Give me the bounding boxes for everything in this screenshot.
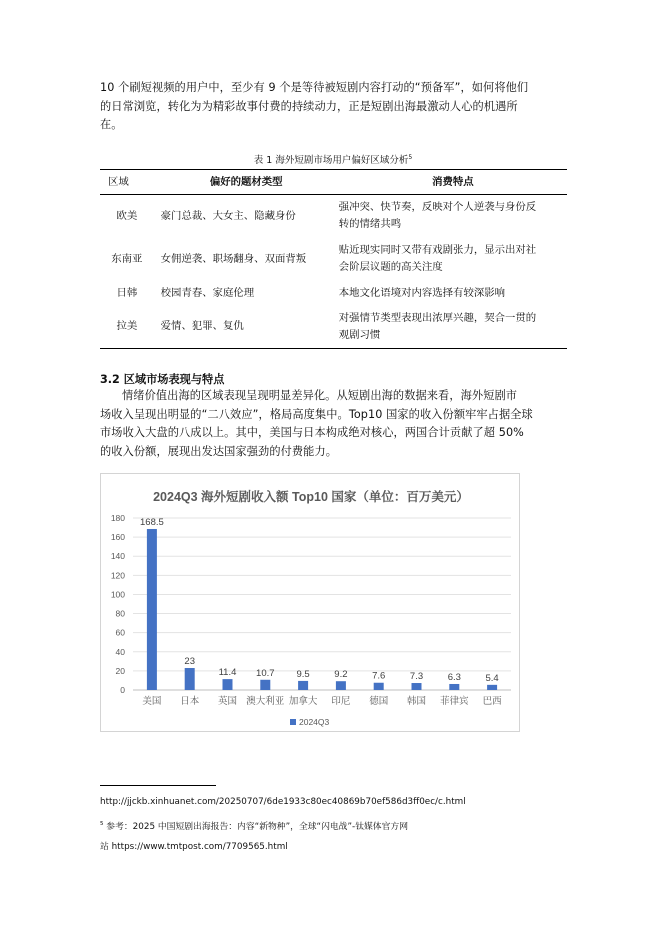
x-tick-label: 加拿大 — [288, 696, 318, 707]
bar-value-label: 7.3 — [409, 671, 424, 683]
x-tick-label: 澳大利亚 — [246, 696, 285, 707]
section-paragraph — [100, 387, 566, 461]
y-tick-label: 80 — [115, 608, 125, 619]
section-line: 市场收入大盘的八成以上。其中，美国与日本构成绝对核心，两国合计贡献了超 50% — [100, 426, 524, 439]
chart-title: 2024Q3 海外短剧收入额 Top10 国家（单位：百万美元） — [153, 490, 469, 504]
bar — [260, 680, 270, 690]
bar-value-label: 10.7 — [256, 667, 275, 679]
cell-feature-line: 转的情绪共鸣 — [338, 218, 402, 231]
y-tick-label: 0 — [120, 685, 125, 695]
cell-theme: 爱情、犯罪、复仇 — [160, 320, 244, 333]
footnote-url: http://jjckb.xinhuanet.com/20250707/6de1933c80ec40869b70ef586d3ff0ec/c.html — [100, 797, 466, 807]
table-caption — [100, 152, 566, 166]
bar — [487, 685, 497, 690]
y-tick-label: 20 — [115, 665, 125, 676]
y-tick-label: 160 — [110, 532, 125, 543]
y-tick-label: 100 — [110, 589, 125, 600]
bar — [298, 681, 308, 690]
intro-line: 的日常浏览，转化为为精彩故事付费的持续动力，正是短剧出海最激动人心的机遇所 — [100, 99, 518, 113]
table-caption-ref: 5 — [408, 153, 413, 161]
table-header-row — [100, 170, 567, 195]
footnote-continuation: 站 https://www.tmtpost.com/7709565.html — [100, 842, 288, 852]
x-tick-label: 英国 — [217, 696, 238, 707]
intro-line: 10 个刷短视频的用户中，至少有 9 个是等待被短剧内容打动的“预备军”，如何将他们 — [100, 81, 529, 94]
footnote-reference — [100, 818, 408, 834]
footnote-ref-number: 5 — [100, 821, 104, 827]
x-tick-label: 德国 — [369, 696, 389, 707]
x-tick-label: 日本 — [180, 696, 200, 707]
section-line: 情绪价值出海的区域表现呈现明显差异化。从短剧出海的数据来看，海外短剧市 — [122, 389, 518, 402]
cell-theme: 豪门总裁、大女主、隐藏身份 — [160, 209, 296, 222]
bar-value-label: 168.5 — [140, 516, 164, 528]
table-caption-text: 表 1 海外短剧市场用户偏好区域分析 — [253, 155, 409, 166]
y-tick-label: 40 — [115, 646, 125, 657]
footnote-separator — [100, 785, 216, 786]
bar — [374, 683, 384, 690]
cell-feature-line: 强冲突、快节奏，反映对个人逆袭与身份反 — [338, 201, 537, 214]
section-line: 场收入呈现出明显的“二八效应”，格局高度集中。Top10 国家的收入份额牢牢占据全球 — [100, 407, 533, 421]
bar-value-label: 6.3 — [447, 671, 461, 683]
section-heading: 3.2 区域市场表现与特点 — [100, 373, 225, 386]
intro-line: 在。 — [100, 118, 123, 131]
x-tick-label: 美国 — [142, 696, 162, 707]
cell-theme: 女佣逆袭、职场翻身、双面背叛 — [160, 252, 307, 265]
x-tick-label: 印尼 — [331, 696, 351, 707]
x-tick-label: 菲律宾 — [440, 696, 469, 707]
bar — [449, 684, 459, 690]
cell-region: 东南亚 — [111, 252, 143, 265]
header-region: 区域 — [108, 175, 129, 188]
cell-feature-line: 贴近现实同时又带有戏剧张力，显示出对社 — [338, 244, 537, 256]
bar — [336, 681, 346, 690]
table-row — [100, 195, 567, 238]
footnote-ref-text: 参考：2025 中国短剧出海报告：内容“新物种”，全球“闪电战”-钛媒体官方网 — [103, 821, 408, 832]
legend-swatch — [290, 719, 296, 725]
table-row — [100, 238, 567, 281]
header-feature: 消费特点 — [432, 175, 474, 188]
bar — [147, 529, 157, 690]
cell-feature-line: 会阶层议题的高关注度 — [338, 261, 443, 273]
cell-feature-line: 观剧习惯 — [338, 328, 381, 341]
bar-value-label: 7.6 — [372, 670, 386, 682]
y-tick-label: 140 — [110, 551, 125, 562]
cell-feature-line: 本地文化语境对内容选择有较深影响 — [338, 286, 506, 299]
bar — [223, 679, 233, 690]
legend-label: 2024Q3 — [299, 717, 330, 727]
x-tick-label: 韩国 — [406, 696, 427, 707]
cell-feature — [339, 281, 567, 306]
bar-value-label: 11.4 — [218, 667, 237, 679]
bar-value-label: 9.5 — [296, 668, 310, 680]
section-line: 的收入份额，展现出发达国家强劲的付费能力。 — [100, 444, 338, 458]
bar — [412, 683, 422, 690]
table-row — [100, 281, 567, 306]
cell-region: 欧美 — [116, 209, 138, 222]
bar — [185, 668, 195, 690]
revenue-bar-chart — [100, 473, 520, 732]
cell-region: 日韩 — [116, 286, 138, 299]
region-preference-table — [100, 169, 567, 349]
cell-feature — [339, 195, 567, 238]
bar-value-label: 9.2 — [334, 669, 348, 681]
bar-value-label: 23 — [184, 656, 195, 668]
chart-canvas — [101, 474, 521, 733]
x-tick-label: 巴西 — [482, 696, 502, 707]
y-tick-label: 60 — [115, 627, 125, 638]
cell-feature — [339, 306, 567, 349]
cell-theme: 校园青春、家庭伦理 — [160, 286, 255, 299]
table-row — [100, 306, 567, 349]
y-tick-label: 120 — [110, 570, 125, 581]
cell-region: 拉美 — [116, 320, 138, 333]
cell-feature — [339, 238, 567, 281]
bar-value-label: 5.4 — [485, 672, 499, 684]
intro-paragraph — [100, 79, 566, 135]
cell-feature-line: 对强情节类型表现出浓厚兴趣，契合一贯的 — [338, 311, 537, 324]
header-theme: 偏好的题材类型 — [209, 175, 283, 188]
y-tick-label: 180 — [110, 513, 125, 523]
